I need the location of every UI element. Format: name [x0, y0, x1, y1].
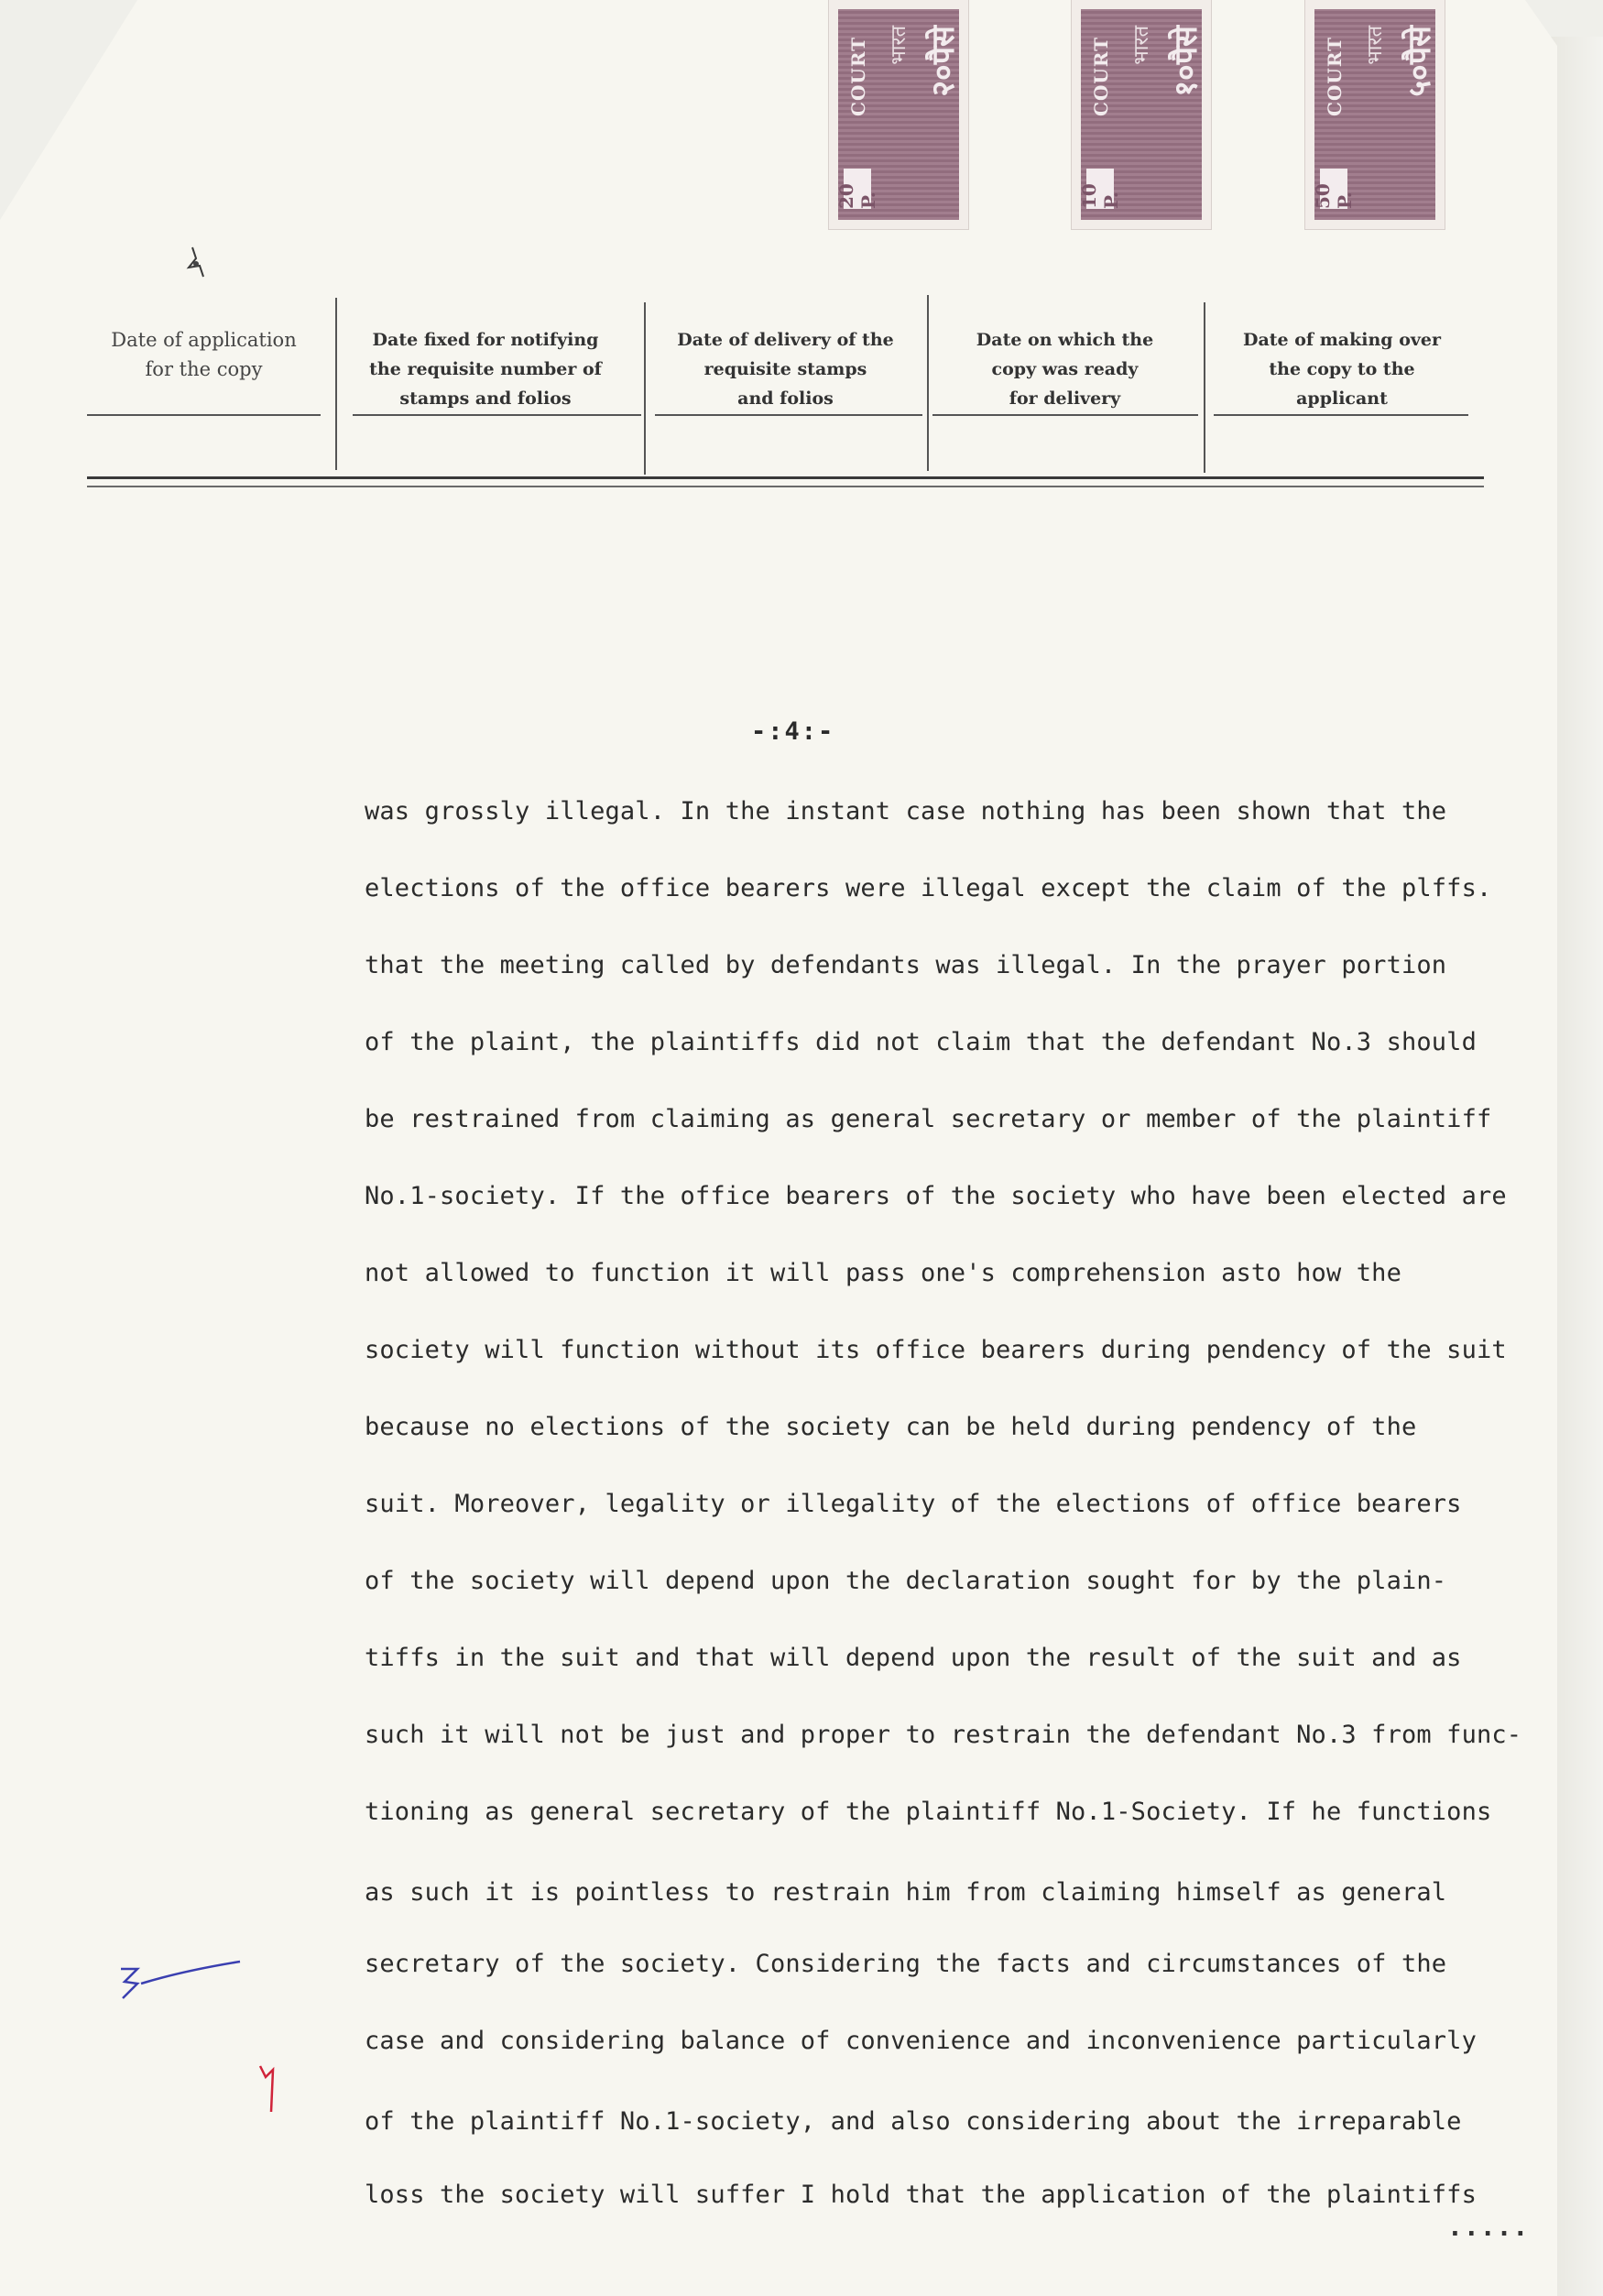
text-line: tiffs in the suit and that will depend upon the result of the suit and as	[365, 1644, 1462, 1672]
header-text: for the copy	[145, 358, 263, 380]
header-text: Date of making over	[1242, 330, 1442, 350]
continuation-dots: .....	[1447, 2212, 1530, 2242]
stamp-value: 10 P.	[1086, 169, 1114, 209]
header-underline	[655, 414, 922, 416]
header-text: requisite stamps	[703, 359, 867, 379]
text-line: elections of the office bearers were illegal except the claim of the plffs.	[365, 874, 1492, 902]
header-text: stamps and folios	[399, 388, 572, 409]
court-fee-stamp-20p	[829, 0, 968, 229]
stamp-label: COURT	[1090, 37, 1112, 116]
text-line: loss the society will suffer I hold that the application of the plaintiffs	[365, 2181, 1477, 2209]
text-line: was grossly illegal. In the instant case nothing has been shown that the	[365, 797, 1447, 825]
stamp-script: भारत	[1130, 26, 1153, 65]
header-col-notifying	[348, 325, 623, 413]
stamp-script-value: २०पैसे	[925, 26, 962, 97]
header-rule	[87, 476, 1484, 479]
text-line: of the society will depend upon the declaration sought for by the plain-	[365, 1567, 1447, 1595]
text-line: of the plaint, the plaintiffs did not claim that the defendant No.3 should	[365, 1028, 1477, 1056]
header-text: Date of delivery of the	[677, 330, 894, 350]
stamp-label: COURT	[1324, 37, 1346, 116]
text-line: society will function without its office bearers during pendency of the suit	[365, 1336, 1507, 1364]
red-pen-mark	[255, 2057, 282, 2121]
header-text: copy was ready	[991, 359, 1139, 379]
stamp-label: COURT	[847, 37, 869, 116]
text-line: because no elections of the society can be held during pendency of the	[365, 1413, 1417, 1441]
court-fee-stamp-50p	[1305, 0, 1445, 229]
page-number: -:4:-	[751, 717, 835, 746]
text-line: such it will not be just and proper to restrain the defendant No.3 from func-	[365, 1721, 1522, 1749]
header-divider	[644, 302, 646, 475]
header-text: the copy to the	[1269, 359, 1415, 379]
header-col-delivery-stamps	[655, 325, 916, 413]
stamp-script: भारत	[1364, 26, 1387, 65]
header-text: and folios	[737, 388, 834, 409]
header-col-making-over	[1214, 325, 1470, 413]
header-divider	[1204, 302, 1205, 473]
header-text: Date fixed for notifying	[372, 330, 599, 350]
stamp-script-value: १०पैसे	[1168, 26, 1205, 97]
blue-pen-mark	[110, 1956, 247, 2011]
stamp-value: 20 P.	[844, 169, 871, 209]
header-underline	[1214, 414, 1468, 416]
text-line: not allowed to function it will pass one's comprehension asto how the	[365, 1259, 1401, 1287]
header-divider	[927, 295, 929, 471]
header-underline	[932, 414, 1198, 416]
court-fee-stamp-10p	[1072, 0, 1211, 229]
header-col-copy-ready	[934, 325, 1195, 413]
stamp-script-value: ५०पैसे	[1401, 26, 1438, 97]
stamp-script: भारत	[888, 26, 911, 65]
header-rule	[87, 486, 1484, 487]
text-line: as such it is pointless to restrain him from claiming himself as general	[365, 1878, 1447, 1907]
header-text: for delivery	[1009, 388, 1121, 409]
text-line: be restrained from claiming as general secretary or member of the plaintiff	[365, 1105, 1492, 1133]
header-underline	[353, 414, 641, 416]
text-line: tioning as general secretary of the plaintiff No.1-Society. If he functions	[365, 1798, 1492, 1826]
text-line: that the meeting called by defendants was illegal. In the prayer portion	[365, 951, 1447, 979]
header-text: Date of application	[111, 329, 297, 351]
header-col-application	[87, 325, 321, 384]
text-line: case and considering balance of convenience and inconvenience particularly	[365, 2027, 1477, 2055]
header-text: Date on which the	[976, 330, 1154, 350]
text-line: No.1-society. If the office bearers of the society who have been elected are	[365, 1182, 1507, 1210]
header-text: applicant	[1296, 388, 1388, 409]
paper-smudge	[180, 240, 216, 286]
text-line: secretary of the society. Considering the facts and circumstances of the	[365, 1950, 1447, 1978]
header-text: the requisite number of	[369, 359, 602, 379]
stamp-value: 50 P.	[1320, 169, 1347, 209]
header-divider	[335, 298, 337, 470]
header-underline	[87, 414, 321, 416]
text-line: suit. Moreover, legality or illegality of the elections of office bearers	[365, 1490, 1462, 1518]
text-line: of the plaintiff No.1-society, and also considering about the irreparable	[365, 2107, 1462, 2136]
